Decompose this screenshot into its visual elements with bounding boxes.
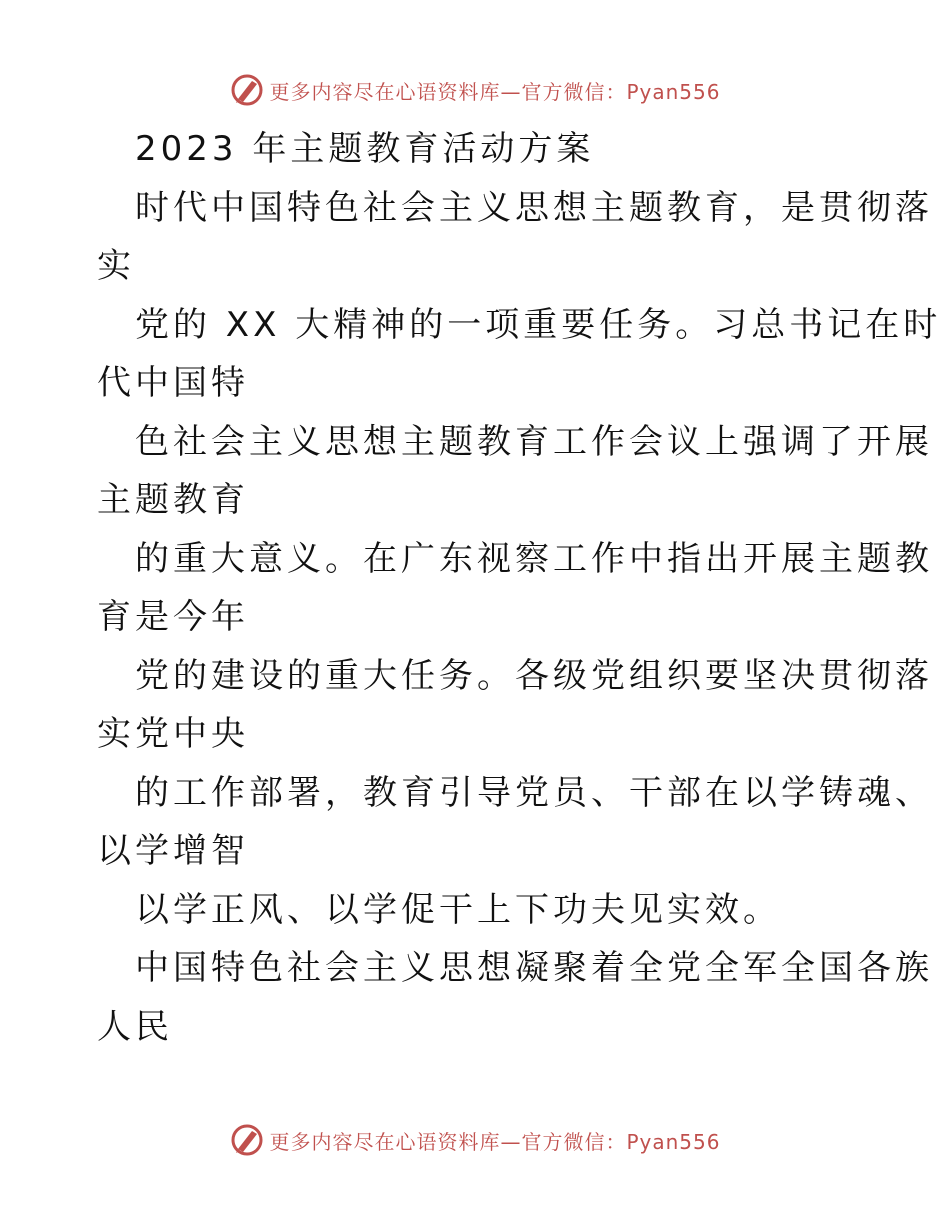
text-line: 中国特色社会主义思想凝聚着全党全军全国各族 — [135, 948, 933, 988]
text-line: 的重大意义。在广东视察工作中指出开展主题教 — [135, 538, 933, 579]
text-line: 实党中央 — [97, 714, 249, 754]
footer-banner — [0, 1120, 950, 1160]
pen-logo-icon — [229, 72, 265, 108]
text-line: 代中国特 — [97, 363, 249, 403]
pen-logo-icon — [229, 1122, 265, 1158]
banner-text: 更多内容尽在心语资料库—官方微信：Pyan556 — [269, 1129, 721, 1154]
text-line: 的工作部署，教育引导党员、干部在以学铸魂、 — [135, 772, 933, 813]
text-line: 色社会主义思想主题教育工作会议上强调了开展 — [135, 421, 933, 462]
text-line: 实 — [97, 246, 135, 286]
text-line: 党的 XX 大精神的一项重要任务。习总书记在时 — [135, 304, 942, 345]
text-line: 人民 — [97, 1006, 173, 1047]
text-line: 以学正风、以学促干上下功夫见实效。 — [135, 889, 781, 930]
header-banner — [0, 70, 950, 110]
text-line: 主题教育 — [97, 480, 249, 520]
text-line: 党的建设的重大任务。各级党组织要坚决贯彻落 — [135, 655, 933, 696]
document-body — [97, 120, 942, 1056]
text-line: 时代中国特色社会主义思想主题教育，是贯彻落 — [135, 187, 933, 228]
document-title: 2023 年主题教育活动方案 — [135, 129, 595, 169]
text-line: 育是今年 — [97, 597, 249, 637]
text-line: 以学增智 — [97, 831, 249, 871]
banner-text: 更多内容尽在心语资料库—官方微信：Pyan556 — [269, 79, 721, 104]
